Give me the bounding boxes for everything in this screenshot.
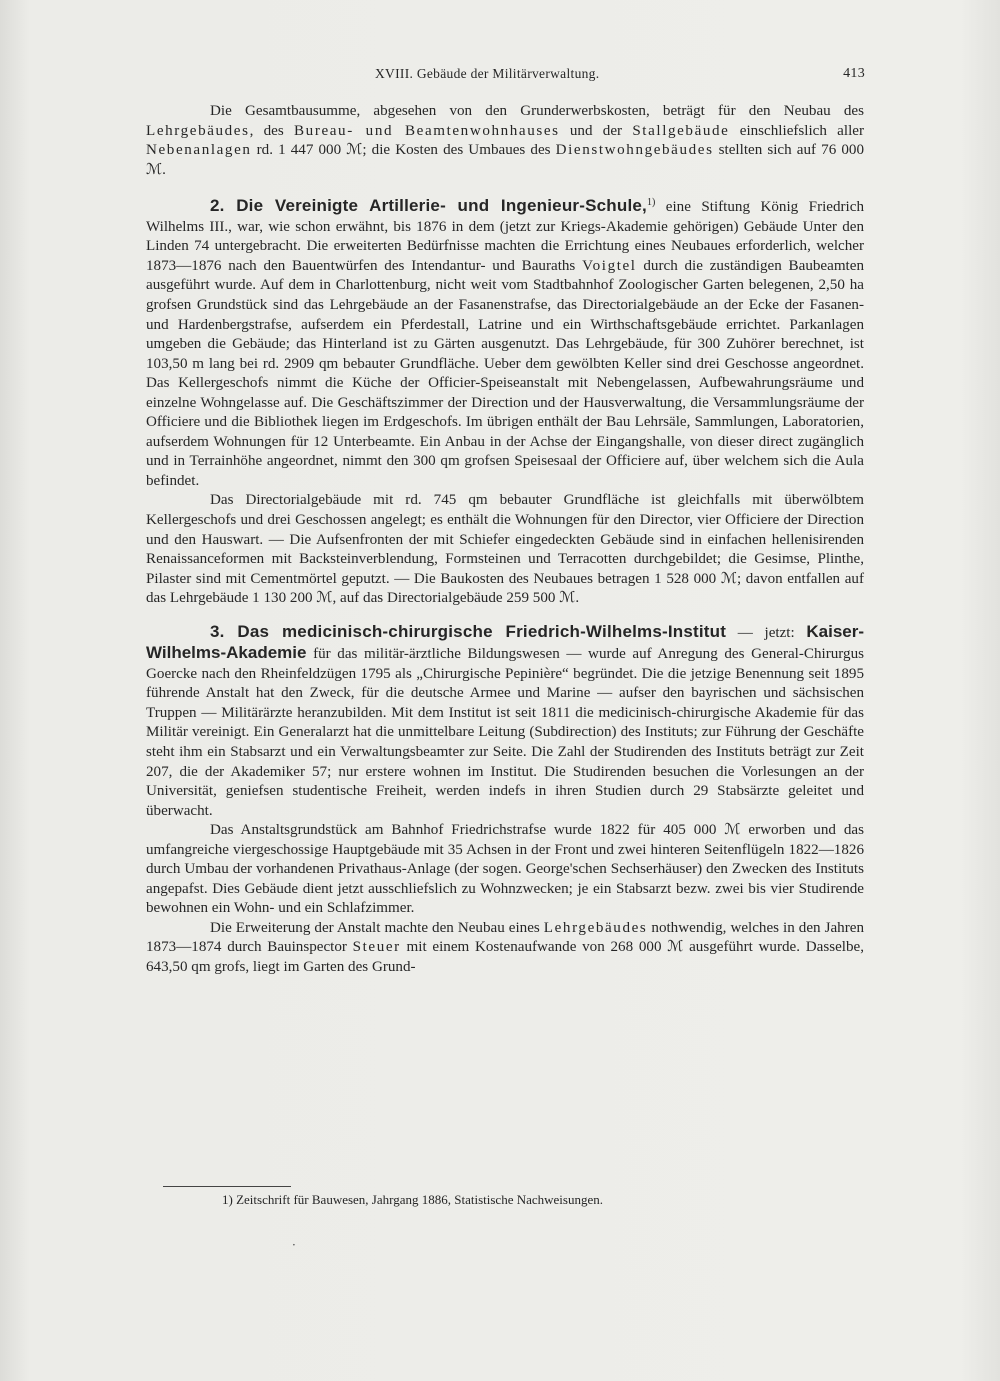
section-3-title: 3. Das medicinisch-chirurgische Friedrich-Wilhelms-Institut bbox=[210, 621, 727, 641]
section-2-title: 2. Die Vereinigte Artillerie- und Ingenieur-Schule, bbox=[210, 196, 647, 216]
text-run: stellten sich auf 76 000 ℳ. bbox=[146, 142, 864, 178]
text-run: für das militär-ärztliche Bildungswesen — wurde auf Anregung des General-Chirurgus Goercke nach den Rheinfeldzügen 1795 als „Chirurgische Pepinière“ begründet. Die die jetzige Benennung seit 1895 führende Anstalt hat den Zweck, für die deutsche Armee und Marine — aufser den bayrischen und sächsischen Truppen — Militärärzte heranzubilden. Mit dem Institut ist seit 1811 die medicinisch-chirurgische Akademie für das Militär vereinigt. Ein Generalarzt hat die unmittelbare Leitung (Subdirection) des Instituts; zur Führung der Geschäfte steht ihm ein Stabsarzt und ein Verwaltungsbeamter zur Seite. Die Zahl der Studirenden des Instituts beträgt zur Zeit 207, die der Akademiker 57; nur erstere wohnen im Institut. Die Studirenden besuchen die Vorlesungen an der Universität, geniefsen studentische Freiheit, werden indefs in ihren Studien durch 29 Stabsärzte geleitet und überwacht. bbox=[146, 646, 864, 819]
footnote: 1) Zeitschrift für Bauwesen, Jahrgang 1886, Statistische Nachweisungen. bbox=[222, 1192, 603, 1207]
section-3-paragraph-2: Das Anstaltsgrundstück am Bahnhof Friedrichstrafse wurde 1822 für 405 000 ℳ erworben und das umfangreiche viergeschossige Hauptgebäude mit 35 Achsen in der Front und zwei hinteren Seitenflügeln 1822—1826 durch Umbau der vorhandenen Privathaus-Anlage (der sogen. George'schen Sechserhäuser) den Zwecken des Instituts angepafst. Dies Gebäude dient jetzt ausschliefslich zu Wohnzwecken; je ein Stabsarzt bezw. zwei bis vier Studirende bewohnen ein Wohn- und ein Schlafzimmer. bbox=[146, 822, 864, 917]
page-number: 413 bbox=[843, 66, 865, 81]
text-run: Dienstwohngebäudes bbox=[555, 142, 714, 159]
text-run: Nebenanlagen bbox=[146, 142, 252, 159]
text-run: Die Gesamtbausumme, abgesehen von den Grunderwerbskosten, beträgt für den Neubau des bbox=[210, 103, 864, 119]
text-run: Lehrgebäudes bbox=[146, 122, 250, 139]
section-3-paragraph-3 bbox=[146, 919, 864, 978]
text-run: Die Erweiterung der Anstalt machte den Neubau eines bbox=[210, 919, 544, 936]
text-run: nothwendig, welches in den Jahren 1873—1874 durch Bauinspector bbox=[146, 919, 864, 956]
ink-blemish: · bbox=[292, 1238, 296, 1252]
page-header bbox=[120, 66, 865, 88]
section-2-paragraph bbox=[146, 193, 864, 491]
footnote-divider bbox=[163, 1186, 291, 1187]
text-run: rd. 1 447 000 ℳ; die Kosten des Umbaues des bbox=[251, 142, 556, 159]
text-run: mit einem Kostenaufwande von 268 000 ℳ ausgeführt wurde. Dasselbe, 643,50 qm grofs, liegt im Garten des Grund- bbox=[146, 939, 864, 975]
section-3-subtitle: Kaiser-Wilhelms-Akademie bbox=[146, 621, 864, 663]
text-run: Steuer bbox=[352, 939, 401, 956]
text-run: Lehrgebäudes bbox=[543, 919, 648, 936]
footnote-ref: 1) bbox=[646, 197, 656, 209]
text-run: Stallgebäude bbox=[632, 122, 730, 139]
text-run: Bureau- und Beamtenwohnhauses bbox=[294, 122, 560, 139]
text-run: Voigtel bbox=[582, 257, 637, 274]
paragraph-costs bbox=[146, 102, 864, 180]
text-run: und der bbox=[559, 122, 633, 139]
running-title: XVIII. Gebäude der Militärverwaltung. bbox=[375, 66, 600, 81]
section-2-paragraph-2: Das Directorialgebäude mit rd. 745 qm bebauter Grundfläche ist gleichfalls mit überwölbtem Kellergeschofs und drei Geschossen angelegt; es enthält die Wohnungen für den Director, vier Officiere der Direction und den Hauswart. — Die Aufsenfronten der mit Schiefer eingedeckten Gebäude sind in einfachen hellenisirenden Renaissanceformen mit Backsteinverblendung, Formsteinen und Terracotten durchgebildet; die Gesimse, Plinthe, Pilaster sind mit Cementmörtel geputzt. — Die Baukosten des Neubaues betragen 1 528 000 ℳ; davon entfallen auf das Lehrgebäude 1 130 200 ℳ, auf das Directorialgebäude 259 500 ℳ. bbox=[146, 492, 864, 607]
section-3-paragraph bbox=[146, 622, 864, 821]
page-body bbox=[146, 102, 864, 978]
text-run: durch die zuständigen Baubeamten ausgeführt wurde. Auf dem in Charlottenburg, nicht weit vom Stadtbahnhof Zoologischer Garten belegenen, 2,50 ha grofsen Grundstück sind das Lehrgebäude an der Fasanenstrafse, das Directorialgebäude an der Ecke der Fasanen- und Hardenbergstrafse, aufserdem ein Pferdestall, Latrine und ein Wirthschaftsgebäude errichtet. Parkanlagen umgeben die Gebäude; das Hinterland ist zu Gärten ausgenutzt. Das Lehrgebäude, für 300 Zuhörer berechnet, ist 103,50 m lang bei rd. 2909 qm bebauter Grundfläche. Ueber dem gewölbten Keller sind drei Geschosse angeordnet. Das Kellergeschofs nimmt die Küche der Officier-Speiseanstalt mit Nebengelassen, Aufbewahrungsräume und einzelne Wohngelasse auf. Die Geschäftszimmer der Direction und der Hausverwaltung, die Versammlungsräume der Officiere und die Bibliothek liegen im Erdgeschofs. Im übrigen enthält der Bau Lehrsäle, Sammlungen, Laboratorien, aufserdem Wohnungen für 12 Unterbeamte. Ein Anbau in der Achse der Eingangshalle, von dieser direct zugänglich und in Terrainhöhe angeordnet, nimmt den 300 qm grofsen Speisesaal der Officiere auf, über welchem sich die Aula befindet. bbox=[146, 257, 865, 489]
text-run: einschliefslich aller bbox=[729, 122, 864, 139]
text-run: eine Stiftung König Friedrich Wilhelms III., war, wie schon erwähnt, bis 1876 in dem (jetzt zur Kriegs-Akademie gehörigen) Gebäude Unter den Linden 74 untergebracht. Die erweiterten Bedürfnisse machten die Errichtung eines Neubaues erforderlich, welcher 1873—1876 nach den Bauentwürfen des Intendantur- und Bauraths bbox=[146, 199, 864, 274]
text-run: , des bbox=[249, 122, 295, 139]
text-run: — jetzt: bbox=[726, 624, 807, 641]
